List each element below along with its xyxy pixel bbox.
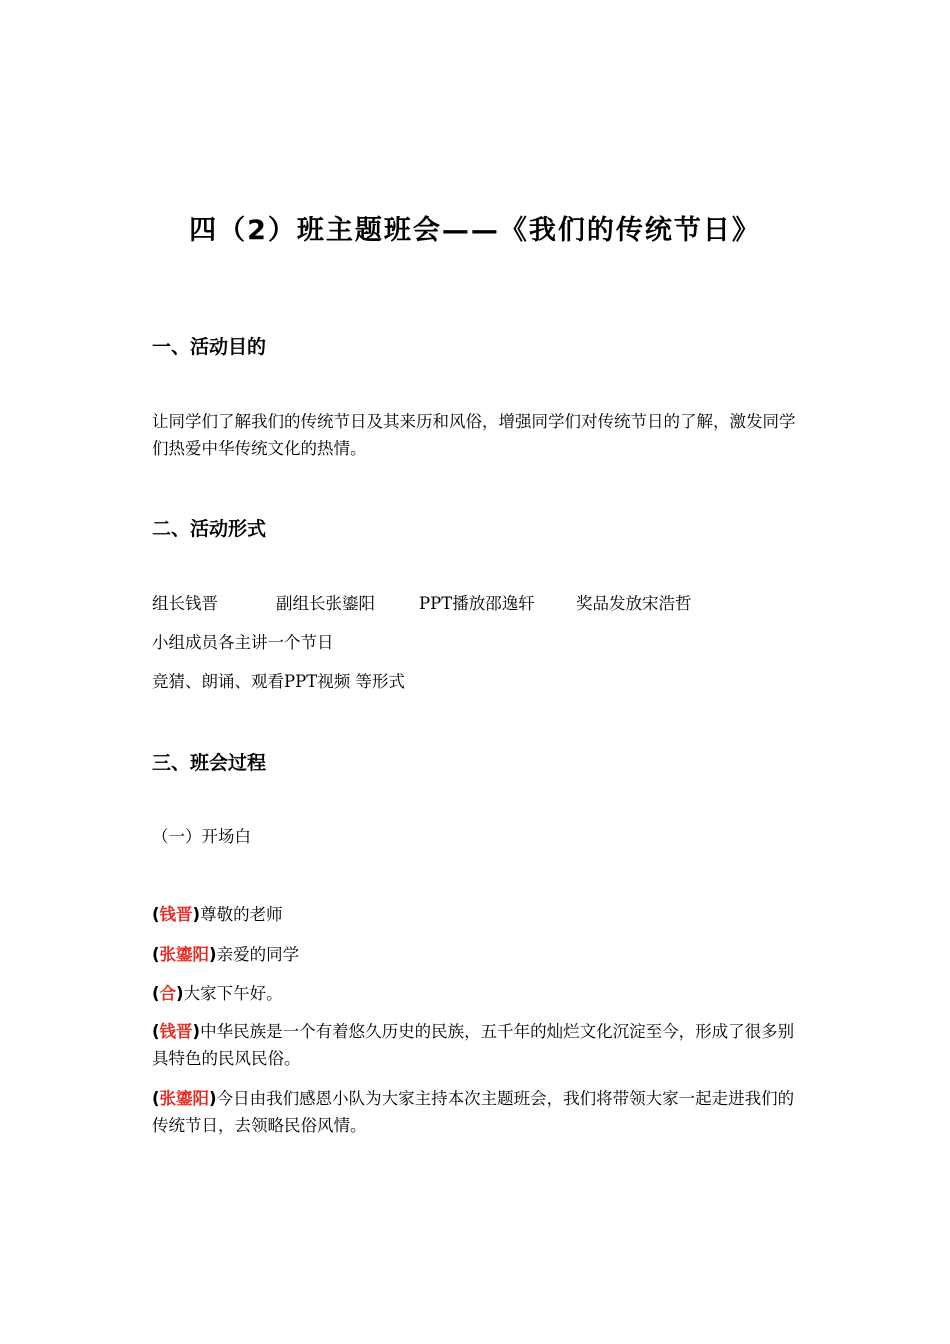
process-subheading: （一）开场白: [152, 827, 251, 846]
role-ppt: PPT播放邵逸轩: [419, 594, 535, 613]
purpose-paragraph: 让同学们了解我们的传统节日及其来历和风俗，增强同学们对传统节日的了解，激发同学们热爱中华传统文化的热情。: [152, 412, 796, 458]
role-prizes: 奖品发放宋浩哲: [576, 594, 692, 613]
speaker-close: ): [192, 905, 201, 924]
form-line-2: 小组成员各主讲一个节日: [152, 633, 334, 652]
speaker-open: (: [152, 945, 160, 964]
speaker-name: 张鎏阳: [159, 945, 210, 964]
dialogue-text: 今日由我们感恩小队为大家主持本次主题班会，我们将带领大家一起走进我们的传统节日，去领略民俗风情。: [152, 1089, 795, 1135]
dialogue-line: [152, 901, 807, 928]
dialogue-text: 尊敬的老师: [200, 905, 283, 924]
role-vice-leader: 副组长张鎏阳: [276, 594, 375, 613]
speaker-open: (: [152, 905, 160, 924]
dialogue-line: [152, 1085, 807, 1139]
speaker-close: ): [176, 984, 184, 1003]
dialogue-line: [152, 941, 807, 968]
speaker-open: (: [152, 1022, 160, 1041]
speaker-open: (: [152, 1089, 160, 1108]
page-title: 四（2）班主题班会——《我们的传统节日》: [189, 215, 761, 246]
section-heading-form: 二、活动形式: [152, 518, 267, 540]
dialogue-line: [152, 1018, 807, 1072]
speaker-close: ): [192, 1022, 201, 1041]
section-heading-process: 三、班会过程: [152, 752, 267, 774]
speaker-close: ): [209, 1089, 217, 1108]
speaker-open: (: [152, 984, 160, 1003]
speaker-name: 合: [159, 984, 177, 1003]
section-heading-purpose: 一、活动目的: [152, 336, 267, 358]
speaker-close: ): [209, 945, 217, 964]
dialogue-text: 中华民族是一个有着悠久历史的民族，五千年的灿烂文化沉淀至今，形成了很多别具特色的民风民俗。: [152, 1022, 795, 1068]
form-line-3: 竞猜、朗诵、观看PPT视频 等形式: [152, 672, 405, 691]
dialogue-text: 亲爱的同学: [216, 945, 300, 964]
dialogue-text: 大家下午好。: [183, 984, 283, 1003]
speaker-name: 钱晋: [159, 905, 193, 924]
speaker-name: 钱晋: [159, 1022, 193, 1041]
speaker-name: 张鎏阳: [159, 1089, 210, 1108]
dialogue-line: [152, 980, 807, 1007]
role-leader: 组长钱晋: [152, 594, 218, 613]
roles-line: [152, 593, 692, 615]
